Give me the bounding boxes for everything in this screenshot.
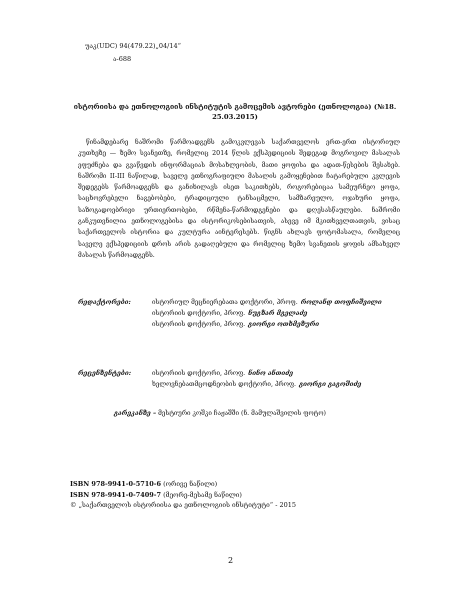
page-title: ისტორიისა და ეთნოლოგიის ინსტიტუტის გამოცემის ავტორები (ეთნოლოგია) (№18. 25.03.2015) — [73, 103, 397, 121]
editor-degree: ისტორიის დოქტორი, პროფ. — [152, 321, 246, 328]
isbn-note: (მეორე-მესამე ნაწილი) — [163, 490, 242, 499]
reviewer-name: გიორგი გაგოშიძე — [299, 381, 362, 388]
editors-label: რედაქტორები: — [78, 299, 131, 306]
editor-name: გიორგი ოთხმეზური — [248, 321, 320, 328]
isbn-line — [70, 490, 296, 501]
cover-text: მესტიური კოშკი ჩაჟაშში (ნ. მამულაშვილის ფოტო) — [158, 410, 326, 417]
reviewer-name: ნინო ანთიძე — [248, 370, 294, 377]
editor-degree: ისტორიის დოქტორი, პროფ. — [152, 310, 246, 317]
reviewers-label: რეცენზენტები: — [78, 370, 132, 377]
isbn-block — [70, 479, 296, 511]
cover-label: გარეკანზე – — [114, 410, 157, 417]
copyright-line: © „საქართველოს ისტორიისა და ეთნოლოგიის ინსტიტუტი“ - 2015 — [70, 501, 296, 509]
isbn-number: ISBN 978-9941-0-7409-7 — [70, 490, 162, 499]
isbn-line — [70, 479, 296, 490]
abstract-paragraph: წინამდებარე ნაშრომი წარმოადგენს გამოკვლევას საქართველოს ერთ-ერთ ისტორიულ კუთხეზე — ზემო სვანეთზე, რომელიც 2014 წლის ექსპედიციის შედეგად მოგროვილ მასალას ეფუძნება და გვაწვდის ინფორმაციას მოსახლეობის, მათი ყოფისა და ადათ-წესების შესახებ. ნაშრომი II-III ნაწილად, საველე ეთნოგრაფიული მასალის გამოყენებით ჩატარებული კვლევის შედეგებს წარმოადგენს და განიხილავს ისეთ საკითხებს, როგორებიცაა სამეურნეო ყოფა, საცხოვრებელი ნაგებობები, ტრადიციული ტანსაცმელი, სამზარეულო, ოჯახური ყოფა, საზოგადოებრივი ურთიერთობები, რწმენა-წარმოდგენები და დღესასწაულები. ნაშრომი განკუთვნილია ეთნოლოგებისა და ისტორიკოსებისათვის, ასევე იმ მკითხველთათვის, ვისაც საქართველოს ისტორია და კულტურა აინტერესებს. წიგნს ახლავს ფოტომასალა, რომელიც საველე ექსპედიციის დროს არის გადაღებული და რომელიც ზემო სვანეთის ყოფის ამსახველ მასალას წარმოადგენს. — [78, 139, 400, 259]
reviewer-degree: ისტორიის დოქტორი, პროფ. — [152, 370, 246, 377]
reviewer-row — [78, 368, 408, 379]
page-number: 2 — [228, 556, 234, 565]
udc-code: უაკ(UDC) 94(479.22)„04/14“ — [85, 42, 181, 50]
reviewer-degree: ხელოვნებათმცოდნეობის დოქტორი, პროფ. — [152, 381, 297, 388]
isbn-note: (ორივე ნაწილი) — [163, 480, 218, 488]
editors-block — [78, 297, 408, 330]
editor-degree: ისტორიულ მეცნიერებათა დოქტორი, პროფ. — [152, 299, 298, 306]
reviewers-block — [78, 368, 408, 390]
editor-row — [78, 308, 408, 319]
isbn-number: ISBN 978-9941-0-5710-6 — [70, 480, 162, 488]
cover-credit — [114, 409, 326, 419]
editor-row — [78, 297, 408, 308]
reviewer-row — [78, 379, 408, 390]
editor-row — [78, 319, 408, 330]
catalog-code: ა-688 — [113, 55, 132, 63]
editor-name: როლანდ თოფჩიშვილი — [300, 299, 382, 306]
editor-name: ნუგზარ მგელაძე — [248, 310, 308, 317]
